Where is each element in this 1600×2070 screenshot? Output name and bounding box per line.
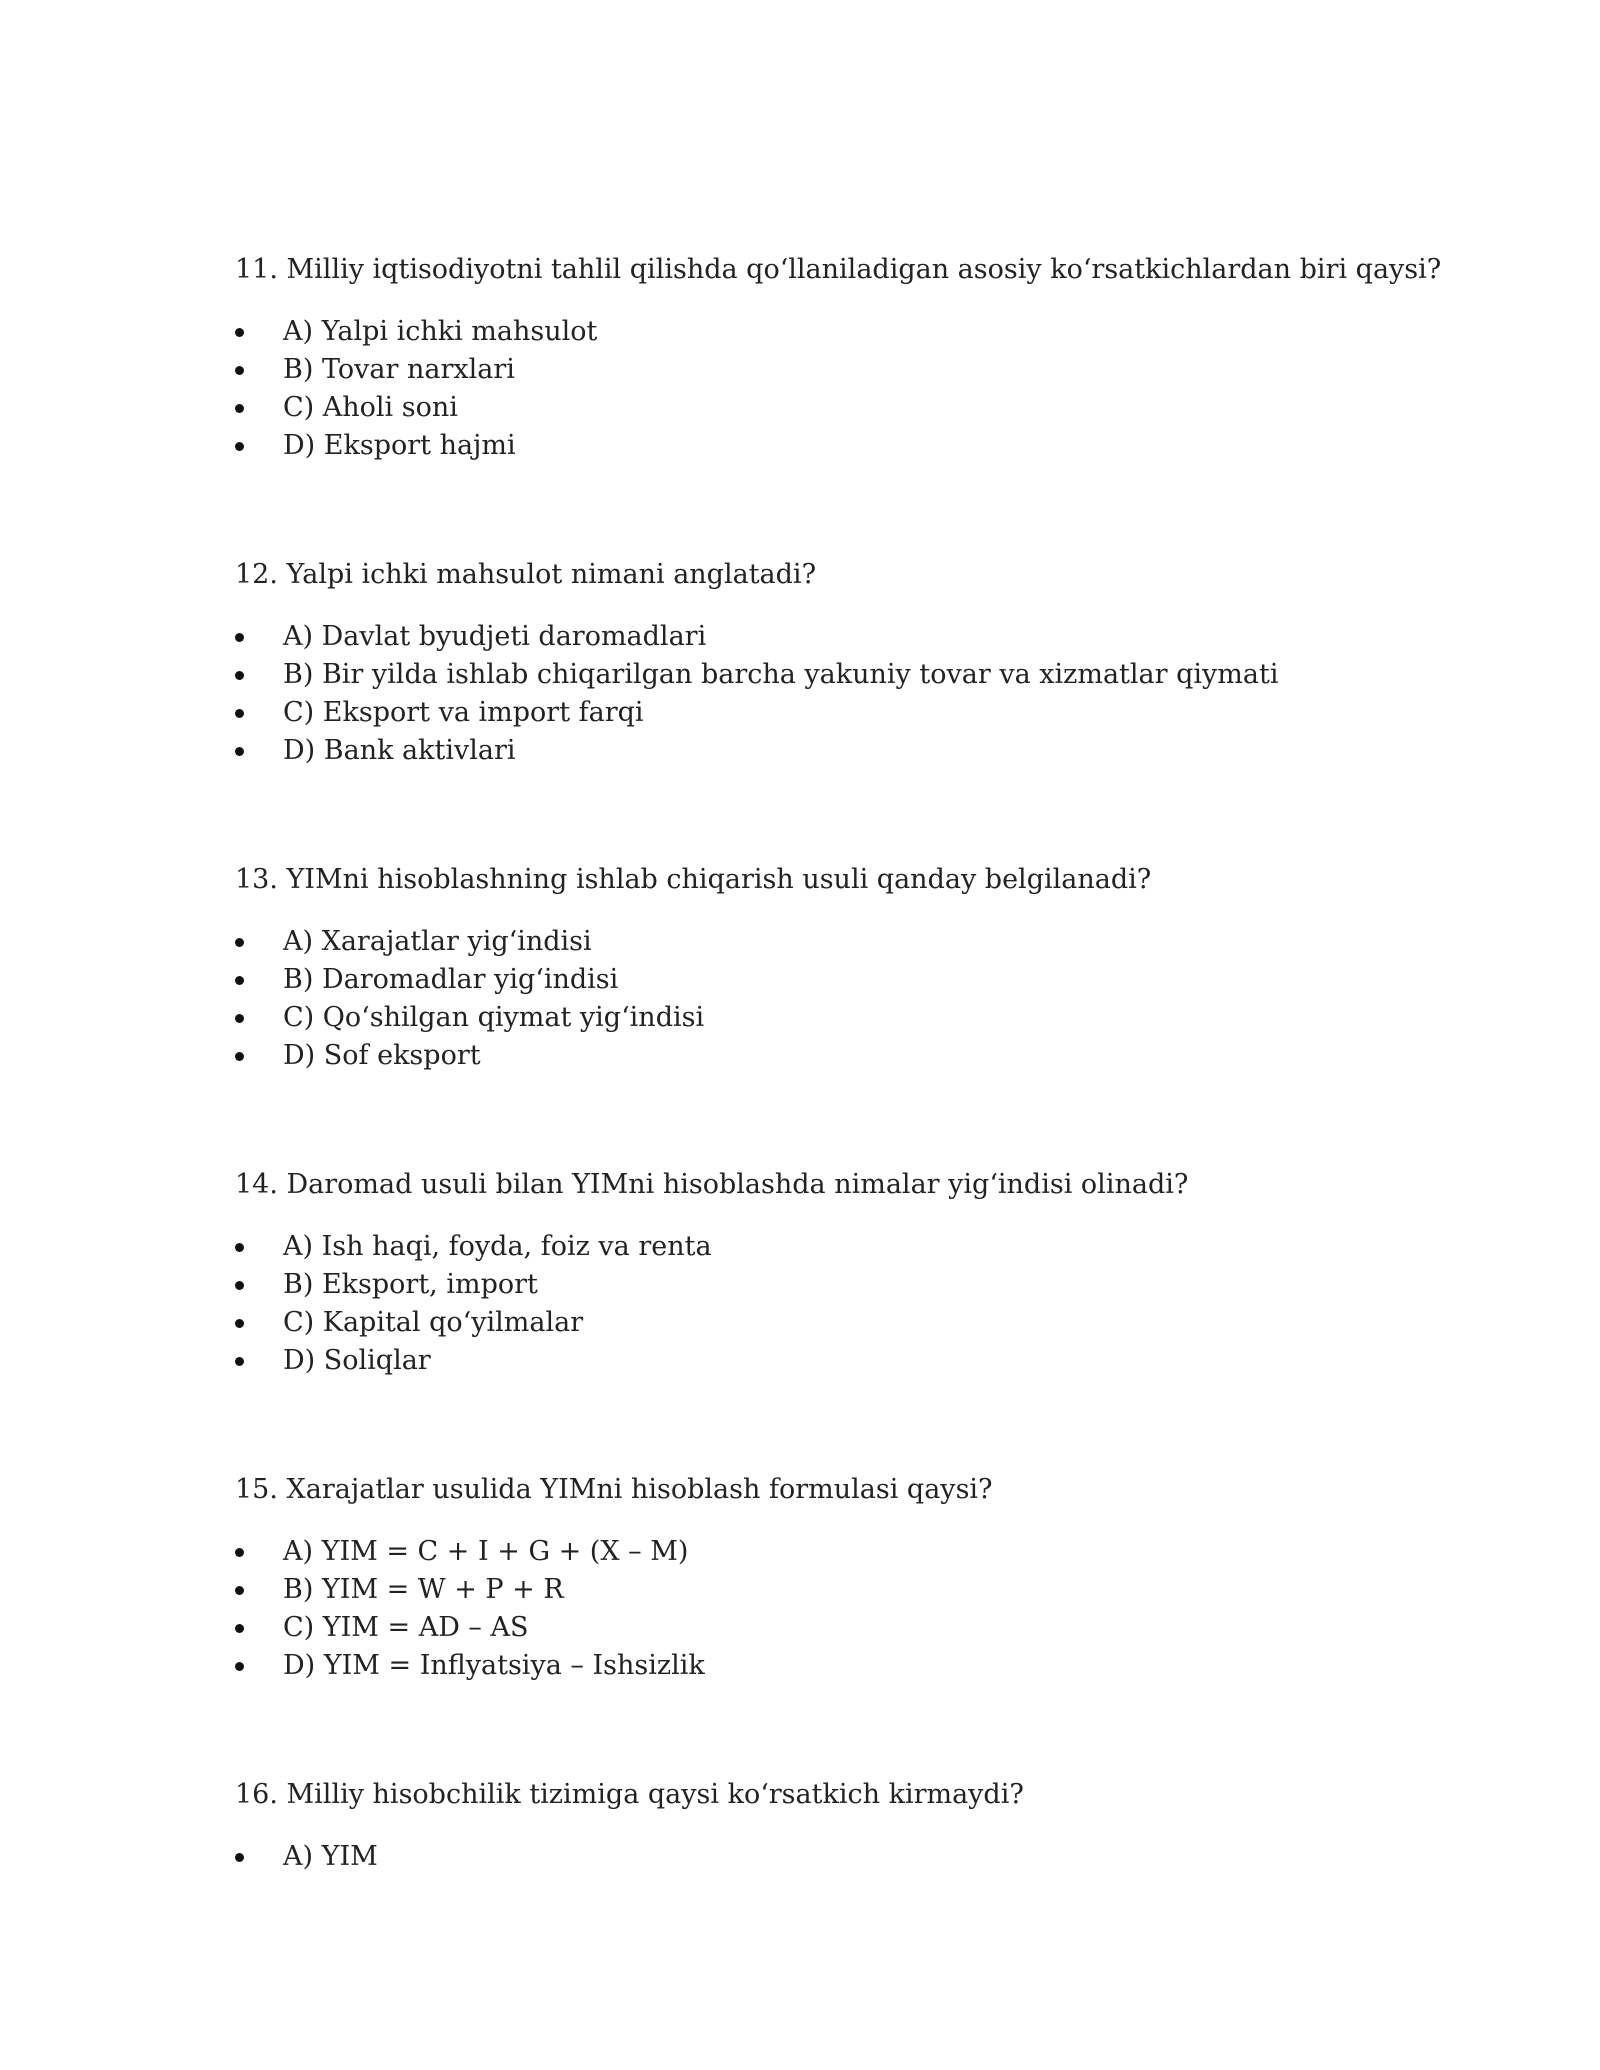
bullet-icon: [235, 1853, 244, 1862]
bullet-icon: [235, 1014, 244, 1023]
bullet-icon: [235, 1243, 244, 1252]
option-label: A) YIM = C + I + G + (X – M): [283, 1536, 689, 1567]
option-label: D) Soliqlar: [283, 1345, 431, 1376]
option-label: A) Davlat byudjeti daromadlari: [283, 621, 707, 652]
option-label: B) YIM = W + P + R: [283, 1574, 564, 1605]
option-label: C) Kapital qoʻyilmalar: [283, 1307, 584, 1338]
option-label: A) Yalpi ichki mahsulot: [283, 316, 598, 347]
option-item: [235, 1266, 1435, 1304]
bullet-icon: [235, 366, 244, 375]
bullet-icon: [235, 633, 244, 642]
options-list: [235, 313, 1435, 465]
options-list: [235, 1838, 1435, 1876]
bullet-icon: [235, 1624, 244, 1633]
question-15: [235, 1471, 1435, 1685]
bullet-icon: [235, 1319, 244, 1328]
option-label: C) Qoʻshilgan qiymat yigʻindisi: [283, 1002, 705, 1033]
bullet-icon: [235, 1548, 244, 1557]
option-label: D) Sof eksport: [283, 1040, 481, 1071]
option-label: B) Eksport, import: [283, 1269, 538, 1300]
question-13: [235, 861, 1435, 1075]
option-label: A) YIM: [283, 1841, 378, 1872]
question-text: 15. Xarajatlar usulida YIMni hisoblash formulasi qaysi?: [235, 1474, 993, 1505]
option-label: C) Eksport va import farqi: [283, 697, 644, 728]
option-label: B) Daromadlar yigʻindisi: [283, 964, 619, 995]
option-item: [235, 351, 1435, 389]
option-item: [235, 961, 1435, 999]
question-16: [235, 1776, 1435, 1876]
option-label: B) Tovar narxlari: [283, 354, 515, 385]
bullet-icon: [235, 1357, 244, 1366]
option-item: [235, 427, 1435, 465]
bullet-icon: [235, 1052, 244, 1061]
option-label: C) YIM = AD – AS: [283, 1612, 529, 1643]
question-text: 16. Milliy hisobchilik tizimiga qaysi koʻrsatkich kirmaydi?: [235, 1779, 1024, 1810]
option-item: [235, 656, 1435, 694]
option-item: [235, 1533, 1435, 1571]
question-text: 13. YIMni hisoblashning ishlab chiqarish usuli qanday belgilanadi?: [235, 864, 1152, 895]
option-item: [235, 1571, 1435, 1609]
option-item: [235, 999, 1435, 1037]
option-item: [235, 1609, 1435, 1647]
question-12: [235, 556, 1435, 770]
bullet-icon: [235, 709, 244, 718]
option-item: [235, 1647, 1435, 1685]
options-list: [235, 1228, 1435, 1380]
bullet-icon: [235, 442, 244, 451]
question-text: 11. Milliy iqtisodiyotni tahlil qilishda qoʻllaniladigan asosiy koʻrsatkichlardan biri qaysi?: [235, 254, 1442, 285]
option-item: [235, 389, 1435, 427]
bullet-icon: [235, 328, 244, 337]
bullet-icon: [235, 1662, 244, 1671]
option-item: [235, 694, 1435, 732]
option-label: C) Aholi soni: [283, 392, 458, 423]
bullet-icon: [235, 747, 244, 756]
option-item: [235, 313, 1435, 351]
bullet-icon: [235, 1281, 244, 1290]
option-item: [235, 1037, 1435, 1075]
question-text: 12. Yalpi ichki mahsulot nimani anglatadi?: [235, 559, 817, 590]
option-item: [235, 923, 1435, 961]
question-11: [235, 251, 1442, 465]
bullet-icon: [235, 1586, 244, 1595]
options-list: [235, 923, 1435, 1075]
option-label: A) Xarajatlar yigʻindisi: [283, 926, 592, 957]
option-label: A) Ish haqi, foyda, foiz va renta: [283, 1231, 712, 1262]
option-item: [235, 1228, 1435, 1266]
option-item: [235, 732, 1435, 770]
option-label: B) Bir yilda ishlab chiqarilgan barcha yakuniy tovar va xizmatlar qiymati: [283, 659, 1279, 690]
option-item: [235, 618, 1435, 656]
option-item: [235, 1838, 1435, 1876]
question-text: 14. Daromad usuli bilan YIMni hisoblashda nimalar yigʻindisi olinadi?: [235, 1169, 1189, 1200]
question-14: [235, 1166, 1435, 1380]
bullet-icon: [235, 671, 244, 680]
option-label: D) Eksport hajmi: [283, 430, 516, 461]
bullet-icon: [235, 938, 244, 947]
bullet-icon: [235, 404, 244, 413]
options-list: [235, 1533, 1435, 1685]
option-item: [235, 1304, 1435, 1342]
option-label: D) YIM = Inflyatsiya – Ishsizlik: [283, 1650, 705, 1681]
option-label: D) Bank aktivlari: [283, 735, 516, 766]
options-list: [235, 618, 1435, 770]
option-item: [235, 1342, 1435, 1380]
bullet-icon: [235, 976, 244, 985]
